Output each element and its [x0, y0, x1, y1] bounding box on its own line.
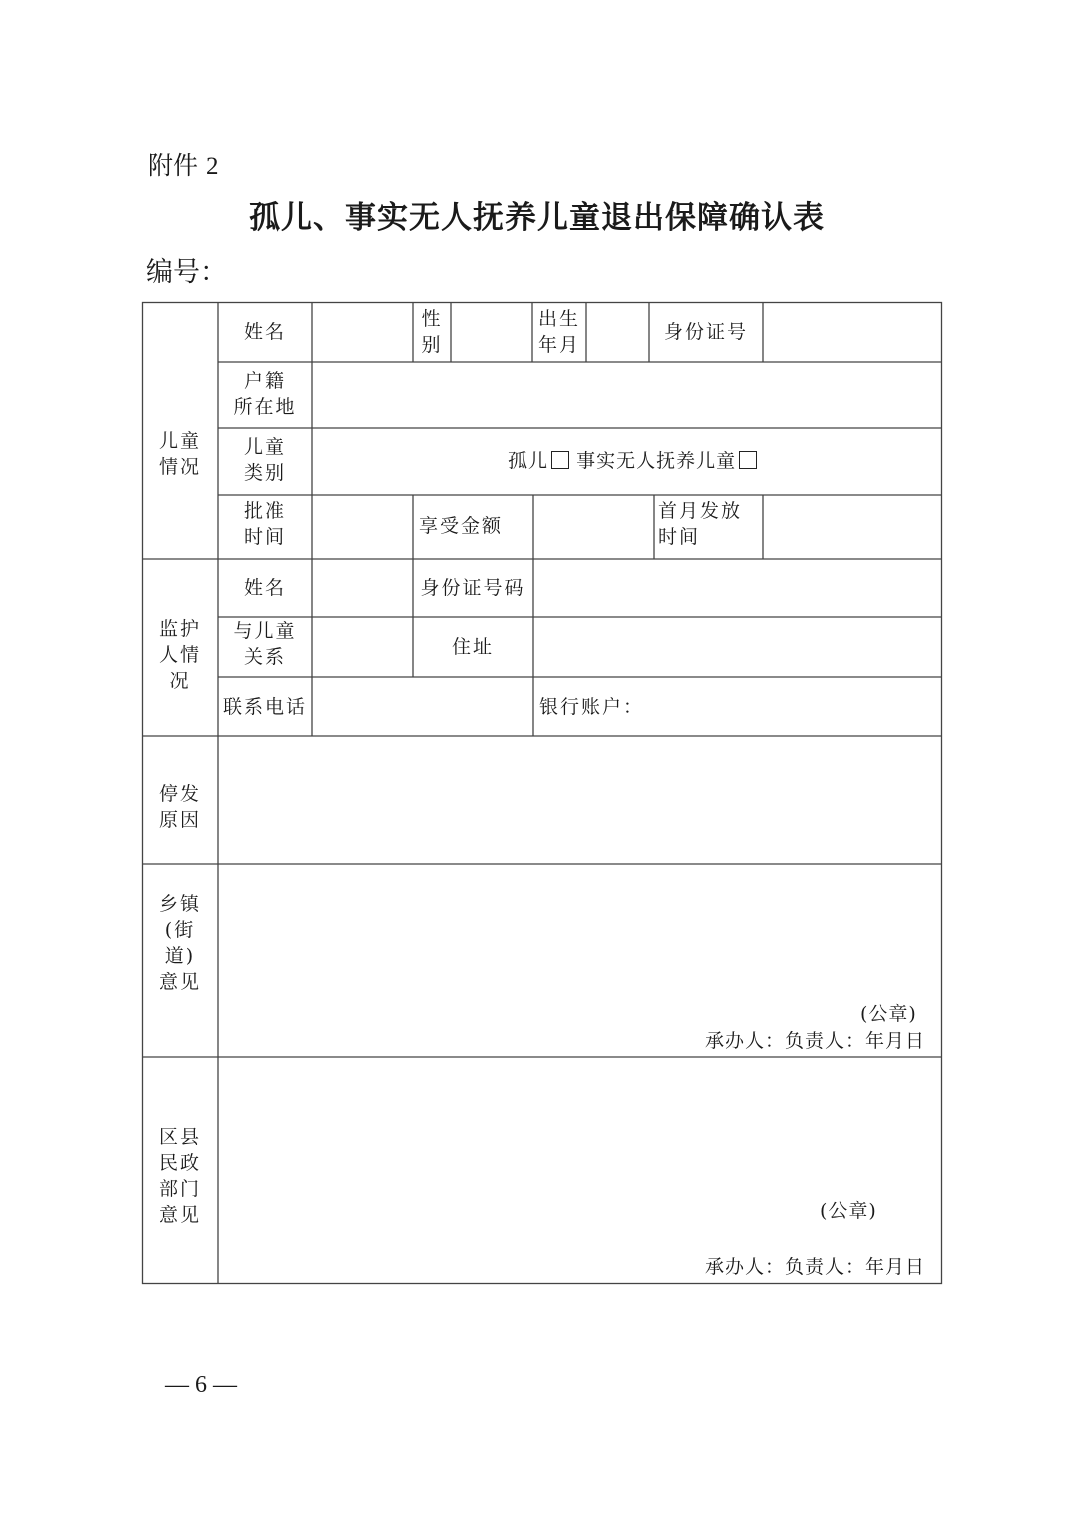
- district-signers: 承办人：负责人：年月日: [705, 1256, 926, 1278]
- child-category-options: [508, 448, 757, 474]
- stop-reason-label: 停发 原因: [158, 783, 201, 831]
- phone-label: 联系电话: [222, 696, 307, 718]
- child-group-label: 儿童 情况: [158, 430, 201, 478]
- relation-label: 与儿童 关系: [233, 620, 297, 668]
- child-id-label: 身份证号: [663, 321, 748, 343]
- address-label: 住址: [451, 636, 494, 658]
- district-opinion-label: 区县 民政 部门 意见: [158, 1126, 201, 1226]
- township-signers: 承办人：负责人：年月日: [705, 1030, 926, 1052]
- unsupported-option-label: 事实无人抚养儿童: [576, 450, 737, 472]
- unsupported-child-checkbox[interactable]: [739, 451, 757, 469]
- orphan-checkbox[interactable]: [551, 451, 569, 469]
- approval-time-label: 批准 时间: [243, 500, 286, 548]
- child-name-label: 姓名: [243, 321, 286, 343]
- child-category-label: 儿童 类别: [243, 436, 286, 484]
- guardian-name-label: 姓名: [243, 577, 286, 599]
- bank-account-label: 银行账户：: [539, 696, 645, 718]
- first-payment-label: 首月发放 时间: [658, 500, 743, 548]
- district-seal: (公章): [820, 1200, 877, 1222]
- orphan-option-label: 孤儿: [508, 450, 549, 472]
- form-title: 孤儿、事实无人抚养儿童退出保障确认表: [249, 200, 825, 236]
- township-seal: (公章): [860, 1003, 917, 1025]
- child-gender-label: 性 别: [421, 308, 443, 356]
- page-number: — 6 —: [165, 1372, 237, 1398]
- serial-number-label: 编号：: [146, 257, 227, 288]
- child-residence-label: 户籍 所在地: [233, 370, 297, 418]
- child-birth-label: 出生 年月: [537, 308, 580, 356]
- guardian-id-label: 身份证号码: [420, 577, 526, 599]
- guardian-group-label: 监护 人情 况: [158, 618, 201, 692]
- attachment-label: 附件 2: [148, 151, 219, 180]
- benefit-amount-label: 享受金额: [419, 515, 504, 537]
- township-opinion-label: 乡镇 (街 道) 意见: [158, 893, 201, 993]
